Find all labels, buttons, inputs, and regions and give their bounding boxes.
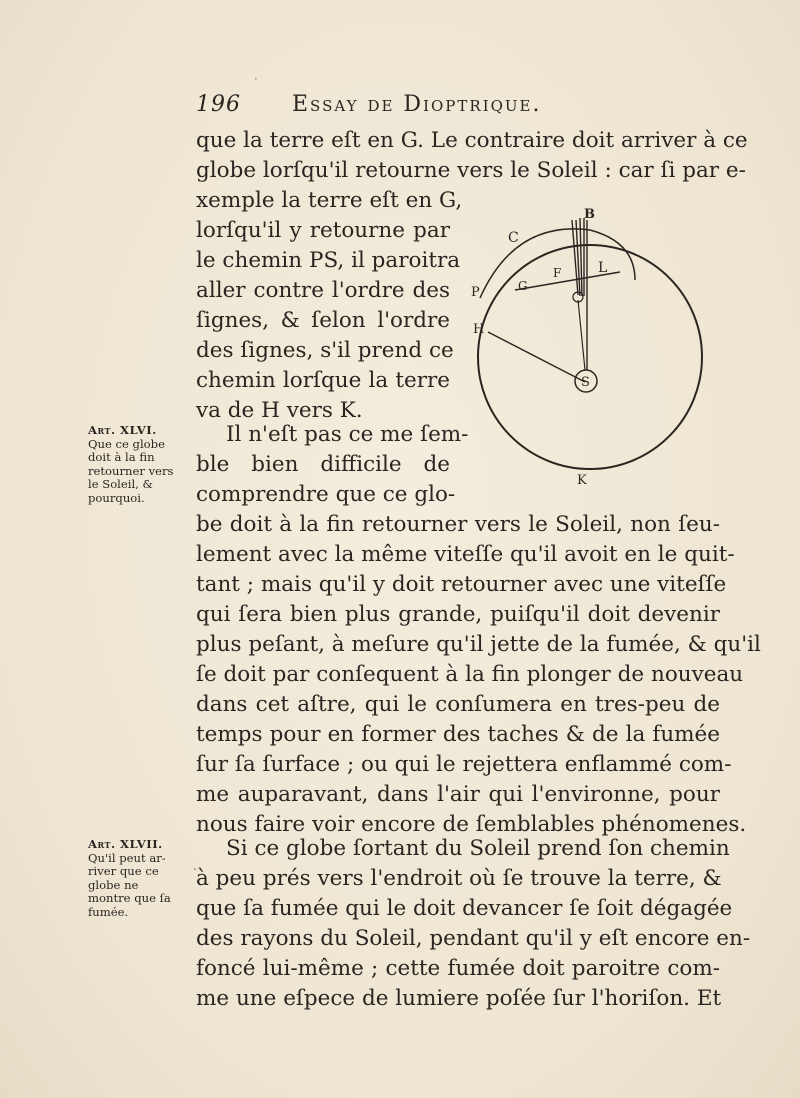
text-line: à peu prés vers l'endroit où ſe trouve la terre, & [196, 866, 722, 891]
text-line: que ſa fumée qui le doit devancer ſe ſoit dégagée [196, 896, 733, 921]
text-line: plus peſant, à meſure qu'il jette de la fumée, & qu'il [196, 632, 761, 657]
text-line: ſur ſa ſurface ; ou qui le rejettera enflammé com- [196, 752, 732, 777]
text-line: comprendre que ce glo- [196, 482, 456, 507]
text-line: xemple la terre eſt en G, [196, 188, 463, 213]
print-speck: ˛ [192, 857, 198, 871]
text-line: lorſqu'il y retourne par [196, 218, 450, 243]
marginal-line: retourner vers [88, 463, 174, 478]
orbit-diagram [460, 200, 760, 500]
text-line: qui ſera bien plus grande, puiſqu'il doit devenir [196, 602, 720, 627]
print-speck: · [254, 72, 258, 86]
text-line: me une eſpece de lumiere poſée ſur l'horiſon. Et [196, 986, 722, 1011]
marginal-line: river que ce [88, 864, 159, 878]
orbit-circle [478, 245, 702, 469]
label-B: B [584, 207, 595, 222]
line-F-S [578, 300, 585, 370]
text-line: ſignes, & ſelon l'ordre [196, 308, 450, 333]
text-line: Si ce globe ſortant du Soleil prend ſon chemin [226, 836, 730, 861]
text-line: nous faire voir encore de ſemblables phénomenes. [196, 812, 747, 837]
text-line: aller contre l'ordre des [196, 278, 450, 303]
article-number: Art. XLVI. [88, 423, 157, 437]
text-line: chemin lorſque la terre [196, 368, 450, 393]
label-P: P [471, 285, 480, 300]
text-line: be doit à la fin retourner vers le Soleil, non ſeu- [196, 512, 720, 537]
label-S: S [581, 375, 590, 390]
text-line: ble bien difficile de [196, 452, 450, 477]
marginal-line: pourquoi. [88, 490, 145, 505]
text-line: temps pour en former des taches & de la fumée [196, 722, 720, 747]
marginal-line: Qu'il peut ar- [88, 850, 166, 865]
marginal-line: le Soleil, & [88, 477, 153, 491]
text-line: le chemin PS, il paroitra [196, 248, 461, 273]
label-F: F [553, 266, 562, 280]
label-C: C [508, 230, 519, 246]
text-line: Il n'eſt pas ce me ſem- [226, 422, 469, 447]
text-line: foncé lui-même ; cette fumée doit paroitre com- [196, 956, 720, 981]
marginal-line: Que ce globe [88, 436, 165, 451]
label-G: G [518, 279, 528, 293]
text-line: que la terre eſt en G. Le contraire doit arriver à ce [196, 128, 748, 153]
marginal-note [88, 838, 188, 919]
text-line: globe lorſqu'il retourne vers le Soleil : car ſi par e- [196, 158, 746, 183]
text-line: lement avec la même viteſſe qu'il avoit en le quit- [196, 542, 735, 567]
page-number: 196 [196, 92, 241, 117]
article-number: Art. XLVII. [88, 837, 163, 851]
marginal-line: montre que ſa [88, 891, 171, 905]
text-line: va de H vers K. [196, 398, 363, 423]
text-line: ſe doit par conſequent à la fin plonger de nouveau [196, 662, 744, 687]
text-line: des ſignes, s'il prend ce [196, 338, 454, 363]
marginal-line: globe ne [88, 877, 139, 892]
page-header [196, 92, 666, 124]
text-line: des rayons du Soleil, pendant qu'il y eſt encore en- [196, 926, 751, 951]
text-line: dans cet aſtre, qui le conſumera en tres-peu de [196, 692, 720, 717]
label-K: K [577, 473, 587, 488]
marginal-line: fumée. [88, 904, 129, 919]
text-line: tant ; mais qu'il y doit retourner avec une viteſſe [196, 572, 727, 597]
line-H-S [488, 332, 585, 382]
marginal-line: doit à la fin [88, 450, 155, 464]
label-L: L [598, 260, 608, 276]
label-H: H [473, 322, 485, 337]
text-line: me auparavant, dans l'air qui l'environne, pour [196, 782, 720, 807]
marginal-note [88, 424, 188, 505]
running-title: Essay de Dioptrique. [292, 92, 542, 117]
